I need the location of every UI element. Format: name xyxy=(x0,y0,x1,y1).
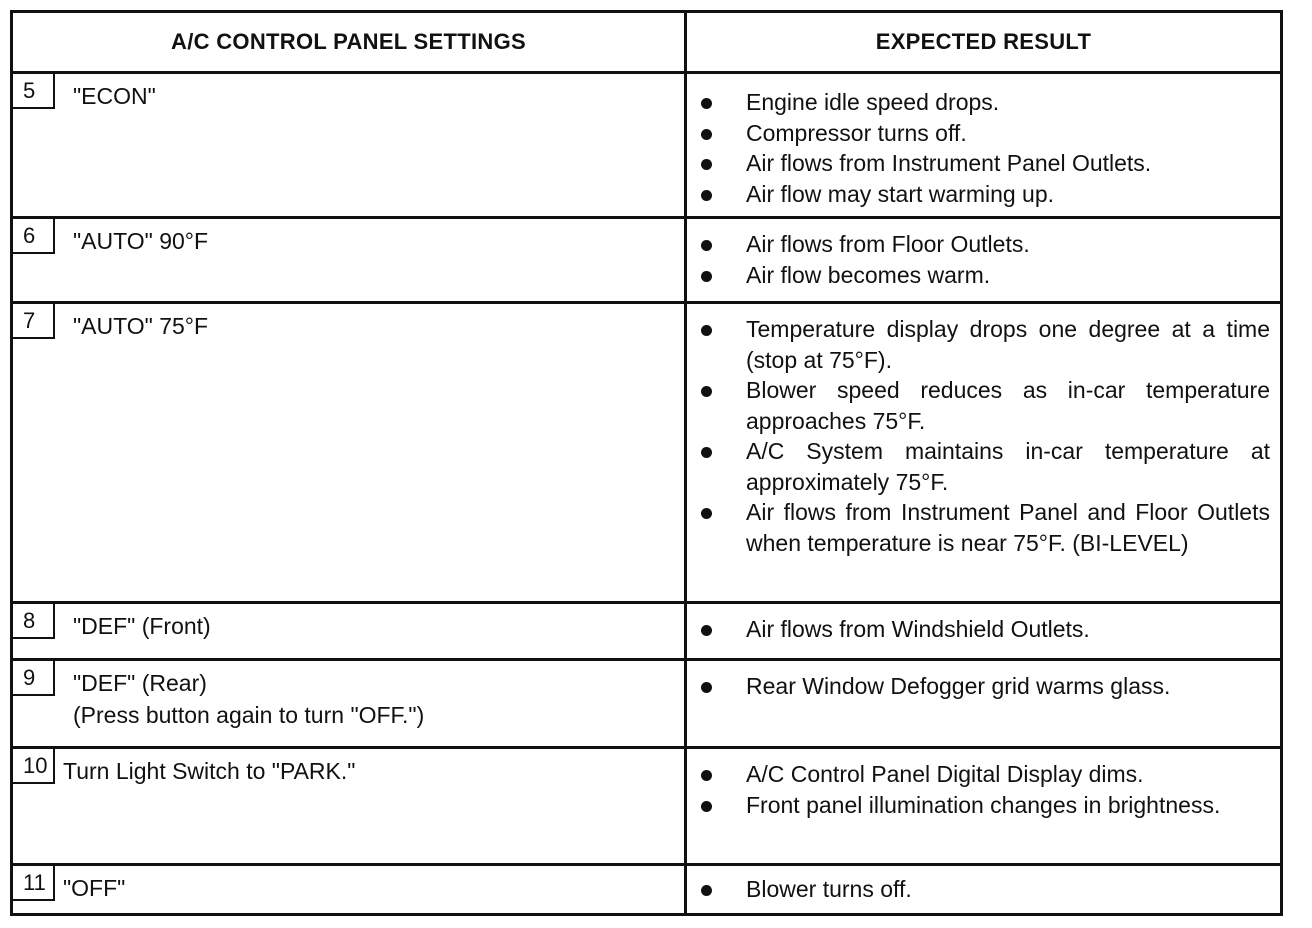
setting-text xyxy=(73,667,424,731)
list-item xyxy=(695,671,1270,702)
result-text: Compressor turns off. xyxy=(746,119,967,146)
bullet-icon xyxy=(701,447,712,458)
bullet-icon xyxy=(701,770,712,781)
result-text: Rear Window Defogger grid warms glass. xyxy=(746,673,1171,699)
bullet-icon xyxy=(701,271,712,282)
result-text: Air flows from Instrument Panel Outlets. xyxy=(746,150,1152,176)
result-text: Air flow may start warming up. xyxy=(746,180,1055,207)
setting-line: "DEF" (Rear) xyxy=(73,670,207,696)
bullet-icon xyxy=(701,885,712,896)
list-item xyxy=(695,497,1270,558)
result-text: Blower turns off. xyxy=(746,876,912,902)
bullet-icon xyxy=(701,159,712,170)
setting-text xyxy=(73,610,211,642)
header-settings: A/C CONTROL PANEL SETTINGS xyxy=(171,29,526,54)
result-text: Air flows from Instrument Panel and Floor Outlets when temperature is near 75°F. (BI-LEVEL) xyxy=(746,499,1270,556)
list-item xyxy=(695,375,1270,436)
step-number: 10 xyxy=(13,749,55,784)
table-row xyxy=(13,219,1280,301)
table-row xyxy=(13,866,1280,916)
step-number: 8 xyxy=(13,604,55,639)
table-row xyxy=(13,74,1280,216)
result-text: Front panel illumination changes in brightness. xyxy=(746,791,1221,818)
list-item xyxy=(695,874,1270,905)
setting-line: "ECON" xyxy=(73,83,156,109)
result-list xyxy=(695,314,1270,558)
setting-text xyxy=(63,872,125,904)
bullet-icon xyxy=(701,625,712,636)
list-item xyxy=(695,436,1270,497)
result-list xyxy=(695,874,1270,905)
result-list xyxy=(695,759,1270,820)
result-list xyxy=(695,671,1270,702)
bullet-icon xyxy=(701,801,712,812)
table-row xyxy=(13,604,1280,658)
list-item xyxy=(695,118,1270,149)
list-item xyxy=(695,614,1270,645)
header-result: EXPECTED RESULT xyxy=(875,29,1092,54)
result-list xyxy=(695,614,1270,645)
setting-note: (Press button again to turn "OFF.") xyxy=(73,702,425,728)
bullet-icon xyxy=(701,508,712,519)
result-list xyxy=(695,87,1270,209)
header-row xyxy=(13,13,1280,71)
list-item xyxy=(695,790,1270,821)
bullet-icon xyxy=(701,129,712,140)
result-text: Temperature display drops one degree at a time (stop at 75°F). xyxy=(746,316,1270,373)
bullet-icon xyxy=(701,386,712,397)
setting-text xyxy=(73,80,156,112)
result-text: Engine idle speed drops. xyxy=(746,89,1000,115)
step-number: 7 xyxy=(13,304,55,339)
setting-text xyxy=(63,755,355,787)
list-item xyxy=(695,759,1270,790)
setting-line: "AUTO" 90°F xyxy=(73,228,209,254)
table-row xyxy=(13,661,1280,746)
bullet-icon xyxy=(701,190,712,201)
step-number: 6 xyxy=(13,219,55,254)
list-item xyxy=(695,179,1270,210)
step-number: 5 xyxy=(13,74,55,109)
setting-text xyxy=(73,225,208,257)
list-item xyxy=(695,229,1270,260)
list-item xyxy=(695,260,1270,291)
setting-line: "AUTO" 75°F xyxy=(73,313,209,339)
result-text: A/C System maintains in-car temperature at approximately 75°F. xyxy=(746,438,1270,495)
step-number: 9 xyxy=(13,661,55,696)
bullet-icon xyxy=(701,325,712,336)
setting-text xyxy=(73,310,208,342)
setting-line: "DEF" (Front) xyxy=(73,613,211,639)
bullet-icon xyxy=(701,98,712,109)
setting-line: Turn Light Switch to "PARK." xyxy=(63,758,356,784)
step-number: 11 xyxy=(13,866,55,901)
bullet-icon xyxy=(701,682,712,693)
result-list xyxy=(695,229,1270,290)
bullet-icon xyxy=(701,240,712,251)
result-text: Air flow becomes warm. xyxy=(746,261,991,288)
list-item xyxy=(695,87,1270,118)
result-text: Air flows from Windshield Outlets. xyxy=(746,616,1090,642)
list-item xyxy=(695,314,1270,375)
ac-test-table xyxy=(10,10,1283,916)
list-item xyxy=(695,148,1270,179)
result-text: Air flows from Floor Outlets. xyxy=(746,231,1030,257)
result-text: Blower speed reduces as in-car temperature approaches 75°F. xyxy=(746,377,1270,434)
table-row xyxy=(13,304,1280,601)
setting-line: "OFF" xyxy=(63,875,126,901)
table-row xyxy=(13,749,1280,863)
result-text: A/C Control Panel Digital Display dims. xyxy=(746,761,1144,787)
